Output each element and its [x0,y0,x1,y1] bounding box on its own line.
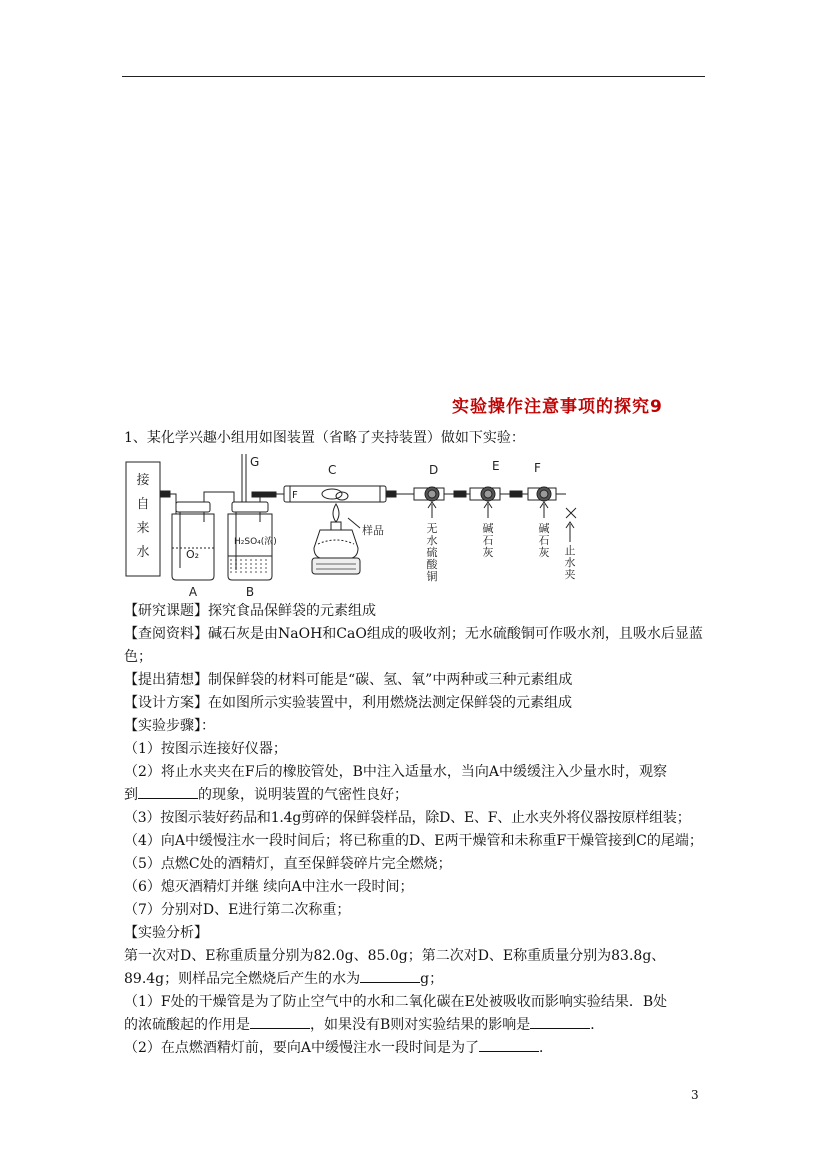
page-title: 实验操作注意事项的探究9 [452,397,663,417]
question-c1: （2）在点燃酒精灯前，要向A中缓慢注水一段时间是为了 ． [124,1037,710,1060]
svg-text:F: F [292,490,298,501]
drying-tube-d [414,487,444,501]
d-reagent-char: 硫 [426,546,438,559]
step-2a: （2）将止水夹夹在F后的橡胶管处，B中注入适量水，当向A中缓缓注入少量水时，观察 [124,764,668,780]
answer-blank [250,1014,310,1029]
analysis-1: 第一次对D、E称重质量分别为82.0g、85.0g；第二次对D、E称重质量分别为83.8g、 [124,948,666,964]
question-b1: （1）F处的干燥管是为了防止空气中的水和二氧化碳在E处被吸收而影响实验结果．B处 [124,994,668,1010]
bottle-a [172,502,214,580]
d-reagent-char: 铜 [426,570,438,583]
combustion-tube-c [284,486,386,502]
d-reagent-char: 水 [426,534,438,547]
clamp-char: 止 [564,544,576,557]
analysis-heading: 【实验分析】 [124,925,208,941]
answer-blank [479,1037,539,1052]
question-intro: 1、某化学兴趣小组用如图装置（省略了夹持装置）做如下实验： [124,430,525,446]
question-body [124,600,710,1060]
answer-blank [530,1014,590,1029]
h2so4-label: H₂SO₄(浓) [234,537,277,547]
header-rule [122,76,705,77]
apparatus-figure [124,452,596,598]
label-f: F [534,461,541,475]
water-clamp [566,508,576,542]
clamp-char: 水 [564,556,576,569]
box-char: 来 [136,521,150,536]
box-char: 水 [136,545,150,560]
question-b2: 的浓硫酸起的作用是 ，如果没有B则对实验结果的影响是 ． [124,1014,710,1037]
clamp-char: 夹 [564,568,576,581]
tube-g [242,454,246,502]
analysis-2: 89.4g；则样品完全燃烧后产生的水为 g； [124,968,710,991]
answer-blank [138,784,198,799]
drying-tube-e [470,487,500,501]
step-2b: 到 的现象，说明装置的气密性良好； [124,784,710,807]
d-reagent-char: 无 [426,522,438,535]
label-a: A [188,585,198,598]
rubber-joint [160,491,170,497]
o2-label: O₂ [186,548,200,561]
step-7: （7）分别对D、E进行第二次称重； [124,902,351,918]
e-reagent-char: 灰 [482,546,494,559]
page-number: 3 [691,1088,699,1102]
design-plan: 【设计方案】在如图所示实验装置中，利用燃烧法测定保鲜袋的元素组成 [124,695,572,711]
drying-tube-f [528,487,556,501]
sample-label: 样品 [362,524,384,537]
answer-blank [360,968,420,983]
e-reagent-char: 碱 [482,522,494,535]
step-3: （3）按图示装好药品和1.4g剪碎的保鲜袋样品，除D、E、F、止水夹外将仪器按原样组装； [124,810,691,826]
step-5: （5）点燃C处的酒精灯，直至保鲜袋碎片完全燃烧； [124,856,452,872]
label-e: E [492,459,500,473]
f-reagent-char: 灰 [538,546,550,559]
label-d: D [429,463,439,477]
research-topic: 【研究课题】探究食品保鲜袋的元素组成 [124,603,376,619]
e-reagent-char: 石 [482,534,494,547]
steps-heading: 【实验步骤】： [124,718,215,734]
step-4: （4）向A中缓慢注水一段时间后；将已称重的D、E两干燥管和未称重F干燥管接到C的尾端； [124,833,703,849]
box-char: 自 [136,497,150,512]
f-reagent-char: 碱 [538,522,550,535]
label-g: G [250,455,260,469]
d-reagent-char: 酸 [426,558,438,571]
label-c: C [328,463,337,477]
box-char: 接 [136,473,150,488]
step-6: （6）熄灭酒精灯并继 续向A中注水一段时间； [124,879,414,895]
f-reagent-char: 石 [538,534,550,547]
step-1: （1）按图示连接好仪器； [124,741,287,757]
label-b: B [245,585,255,598]
tube-a-to-b [204,492,234,502]
alcohol-burner [312,504,360,574]
hypothesis: 【提出猜想】制保鲜袋的材料可能是“碳、氢、氧”中两种或三种元素组成 [124,672,573,688]
reference-info: 【查阅资料】碱石灰是由NaOH和CaO组成的吸收剂；无水硫酸铜可作吸水剂，且吸水后显蓝色； [124,626,703,665]
